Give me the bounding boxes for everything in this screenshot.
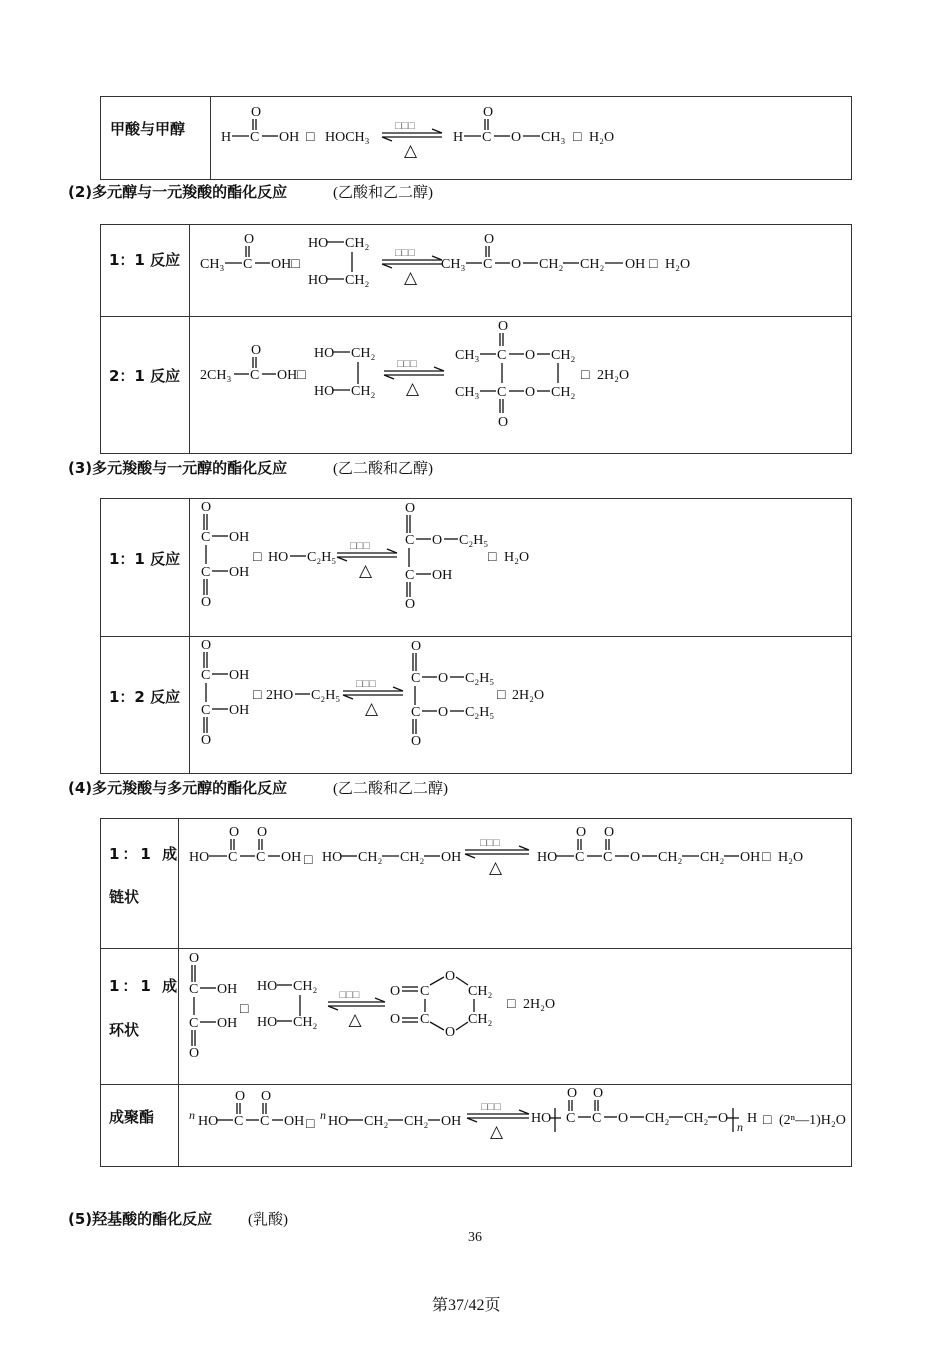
formula-text: 2CH₃ <box>200 368 232 383</box>
formula-text: C₂H₅ <box>465 671 495 686</box>
formula-text: CH₂ <box>364 1114 389 1129</box>
catalyst-label: □□□ <box>397 358 417 370</box>
carbon-atom: C <box>201 565 211 580</box>
formula-text: OH <box>279 130 300 145</box>
formula-text: HO <box>314 346 335 361</box>
page-number: 36 <box>468 1230 482 1245</box>
heat-triangle-icon: △ <box>359 561 373 581</box>
formula-text: O <box>445 1025 456 1040</box>
heading-title: (2)多元醇与一元羧酸的酯化反应 <box>68 183 288 201</box>
carbon-atom: C <box>201 668 211 683</box>
carbon-atom: C <box>603 850 613 865</box>
formula-text: □ <box>304 853 313 868</box>
formula-text: O <box>438 671 449 686</box>
oxygen-atom: O <box>251 105 262 120</box>
formula-text: O <box>201 733 212 748</box>
formula-text: □ <box>253 688 262 703</box>
formula-text: C₂H₅ <box>465 705 495 720</box>
catalyst-label: □□□ <box>481 1101 501 1113</box>
formula-text: CH₂ <box>293 979 318 994</box>
formula-text: CH₂ <box>551 385 576 400</box>
formula-text: 2H₂O <box>597 368 630 383</box>
catalyst-label: □□□ <box>480 837 500 849</box>
n-coefficient: n <box>320 1108 326 1122</box>
formula-text: HO <box>314 384 335 399</box>
formula-text: OH <box>432 568 453 583</box>
formula-text: □ <box>507 997 516 1012</box>
heat-triangle-icon: △ <box>490 1122 504 1142</box>
formula-text: CH₃ <box>455 385 480 400</box>
formula-text: □ <box>649 257 658 272</box>
row-label: 1：1 反应 <box>109 251 181 269</box>
row-label: 2：1 反应 <box>109 367 181 385</box>
formula-text: O <box>438 705 449 720</box>
heading-title: (4)多元羧酸与多元醇的酯化反应 <box>68 779 288 797</box>
formula-text: □ <box>581 368 590 383</box>
formula-text: OH <box>284 1114 305 1129</box>
formula-text: O <box>390 1012 401 1027</box>
row-label: 1：2 反应 <box>109 688 181 706</box>
formula-text: C₂H₅ <box>311 688 341 703</box>
formula-text: □ <box>253 550 262 565</box>
formula-text: HO <box>322 850 343 865</box>
row-label: 成聚酯 <box>109 1108 155 1126</box>
heading-note: (乙二酸和乙二醇) <box>333 781 448 797</box>
formula-text: OH□ <box>277 368 306 383</box>
formula-text: O <box>189 1046 200 1061</box>
catalyst-label: □□□ <box>356 678 376 690</box>
row-label-2: 链状 <box>109 888 140 906</box>
formula-text: □ <box>488 550 497 565</box>
formula-text: OH <box>217 982 238 997</box>
heat-triangle-icon: △ <box>365 699 379 719</box>
formula-text: CH₂ <box>539 257 564 272</box>
formula-text: CH₂ <box>700 850 725 865</box>
formula-text: □ <box>762 850 771 865</box>
formula-text: O <box>630 850 641 865</box>
n-subscript: n <box>737 1120 743 1134</box>
formula-text: O <box>201 595 212 610</box>
row-label: 甲酸与甲醇 <box>110 120 186 138</box>
formula-text: O <box>201 638 212 653</box>
row-label: 1：1 成 <box>109 845 181 863</box>
carbon-atom: C <box>228 850 238 865</box>
heat-triangle-icon: △ <box>348 1010 362 1030</box>
oxygen-atom: O <box>244 232 255 247</box>
formula-text: H <box>453 130 464 145</box>
formula-text: □ <box>306 1117 315 1132</box>
row-label-2: 环状 <box>109 1021 140 1039</box>
formula-text: OH <box>217 1016 238 1031</box>
formula-text: CH₂ <box>468 984 493 999</box>
formula-text: O <box>432 533 443 548</box>
formula-text: OH <box>740 850 761 865</box>
carbon-atom: C <box>256 850 266 865</box>
formula-text: O <box>411 734 422 749</box>
bond-line <box>456 1022 468 1030</box>
row-label: 1：1 反应 <box>109 550 181 568</box>
formula-text: HO <box>198 1114 219 1129</box>
heat-triangle-icon: △ <box>404 141 418 161</box>
heading-note: (乙二酸和乙醇) <box>333 461 433 477</box>
oxygen-atom: O <box>576 825 587 840</box>
formula-text: H <box>221 130 232 145</box>
formula-text: OH□ <box>271 257 300 272</box>
bond-line <box>456 977 468 985</box>
carbon-atom: C <box>497 385 507 400</box>
carbon-atom: C <box>575 850 585 865</box>
formula-text: O <box>525 348 536 363</box>
formula-text: OH <box>229 565 250 580</box>
formula-text: OH <box>441 1114 462 1129</box>
formula-text: O <box>511 257 522 272</box>
formula-text: CH₃ <box>541 130 566 145</box>
formula-text: CH₂ <box>351 346 376 361</box>
formula-text: CH₂ <box>658 850 683 865</box>
carbon-atom: C <box>592 1111 602 1126</box>
formula-text: O <box>525 385 536 400</box>
carbon-atom: C <box>189 1016 199 1031</box>
catalyst-label: □□□ <box>350 540 370 552</box>
formula-text: OH <box>229 530 250 545</box>
formula-text: O <box>445 969 456 984</box>
heading-note: (乙酸和乙二醇) <box>333 185 433 201</box>
formula-text: H₂O <box>504 550 530 565</box>
oxygen-atom: O <box>484 232 495 247</box>
formula-text: H₂O <box>665 257 691 272</box>
heading-note: (乳酸) <box>248 1212 288 1228</box>
carbon-atom: C <box>405 568 415 583</box>
row-label: 1：1 成 <box>109 977 181 995</box>
formula-text: HO <box>537 850 558 865</box>
oxygen-atom: O <box>229 825 240 840</box>
catalyst-label: □□□ <box>395 120 415 132</box>
oxygen-atom: O <box>257 825 268 840</box>
formula-text: OH <box>229 668 250 683</box>
formula-text: CH₂ <box>580 257 605 272</box>
oxygen-atom: O <box>593 1086 604 1101</box>
carbon-atom: C <box>411 671 421 686</box>
formula-text: CH₂ <box>351 384 376 399</box>
carbon-atom: C <box>482 130 492 145</box>
formula-text: HO <box>268 550 289 565</box>
carbon-atom: C <box>189 982 199 997</box>
carbon-atom: C <box>243 257 253 272</box>
heat-triangle-icon: △ <box>404 268 418 288</box>
oxygen-atom: O <box>604 825 615 840</box>
formula-text: □ <box>573 130 582 145</box>
formula-text: C₂H₅ <box>307 550 337 565</box>
formula-text: CH₂ <box>345 236 370 251</box>
formula-text: H <box>747 1111 758 1126</box>
formula-text: O <box>201 500 212 515</box>
formula-text: HO <box>257 1015 278 1030</box>
n-coefficient: n <box>189 1108 195 1122</box>
oxygen-atom: O <box>567 1086 578 1101</box>
heading-title: (3)多元羧酸与一元醇的酯化反应 <box>68 459 288 477</box>
formula-text: HO <box>308 236 329 251</box>
formula-text: OH <box>281 850 302 865</box>
carbon-atom: C <box>420 984 430 999</box>
carbon-atom: C <box>250 368 260 383</box>
oxygen-atom: O <box>483 105 494 120</box>
formula-text: CH₂ <box>400 850 425 865</box>
heat-triangle-icon: △ <box>489 858 503 878</box>
carbon-atom: C <box>497 348 507 363</box>
catalyst-label: □□□ <box>339 989 360 1001</box>
formula-text: H₂O <box>589 130 615 145</box>
formula-text: CH₂ <box>645 1111 670 1126</box>
heat-triangle-icon: △ <box>406 379 420 399</box>
carbon-atom: C <box>411 705 421 720</box>
formula-text: □ <box>306 130 315 145</box>
formula-text: HO <box>531 1111 552 1126</box>
oxygen-atom: O <box>235 1089 246 1104</box>
carbon-atom: C <box>483 257 493 272</box>
carbon-atom: C <box>260 1114 270 1129</box>
formula-text: CH₂ <box>551 348 576 363</box>
formula-text: C₂H₅ <box>459 533 489 548</box>
formula-text: CH₃ <box>200 257 225 272</box>
formula-text: CH₂ <box>684 1111 709 1126</box>
formula-text: HO <box>328 1114 349 1129</box>
formula-text: O <box>405 597 416 612</box>
formula-text: O <box>618 1111 629 1126</box>
carbon-atom: C <box>405 533 415 548</box>
bond-line <box>430 1022 444 1030</box>
carbon-atom: C <box>201 703 211 718</box>
formula-text: CH₂ <box>293 1015 318 1030</box>
formula-text: □ <box>240 1002 249 1017</box>
formula-text: O <box>405 501 416 516</box>
carbon-atom: C <box>234 1114 244 1129</box>
heading-title: (5)羟基酸的酯化反应 <box>68 1210 213 1228</box>
formula-text: O <box>718 1111 729 1126</box>
oxygen-atom: O <box>251 343 262 358</box>
bond-line <box>430 977 444 985</box>
formula-text: (2ⁿ—1)H₂O <box>779 1113 846 1128</box>
formula-text: HO <box>257 979 278 994</box>
formula-text: HO <box>308 273 329 288</box>
formula-text: CH₂ <box>358 850 383 865</box>
formula-text: 2H₂O <box>523 997 556 1012</box>
formula-text: CH₃ <box>455 348 480 363</box>
page-footer: 第37/42页 <box>432 1297 501 1314</box>
formula-text: □ <box>763 1113 772 1128</box>
formula-text: O <box>498 415 509 430</box>
formula-text: O <box>498 319 509 334</box>
formula-text: □ <box>497 688 506 703</box>
formula-text: O <box>511 130 522 145</box>
formula-text: OH <box>441 850 462 865</box>
formula-text: CH₂ <box>345 273 370 288</box>
oxygen-atom: O <box>261 1089 272 1104</box>
carbon-atom: C <box>566 1111 576 1126</box>
formula-text: OH <box>229 703 250 718</box>
formula-text: CH₂ <box>468 1012 493 1027</box>
formula-text: 2HO <box>266 688 294 703</box>
formula-text: CH₃ <box>441 257 466 272</box>
formula-text: HO <box>189 850 210 865</box>
formula-text: H₂O <box>778 850 804 865</box>
formula-text: HOCH₃ <box>325 130 370 145</box>
carbon-atom: C <box>250 130 260 145</box>
formula-text: O <box>390 984 401 999</box>
formula-text: OH <box>625 257 646 272</box>
formula-text: O <box>189 951 200 966</box>
formula-text: O <box>411 639 422 654</box>
catalyst-label: □□□ <box>395 247 415 259</box>
formula-text: 2H₂O <box>512 688 545 703</box>
formula-text: CH₂ <box>404 1114 429 1129</box>
carbon-atom: C <box>420 1012 430 1027</box>
carbon-atom: C <box>201 530 211 545</box>
